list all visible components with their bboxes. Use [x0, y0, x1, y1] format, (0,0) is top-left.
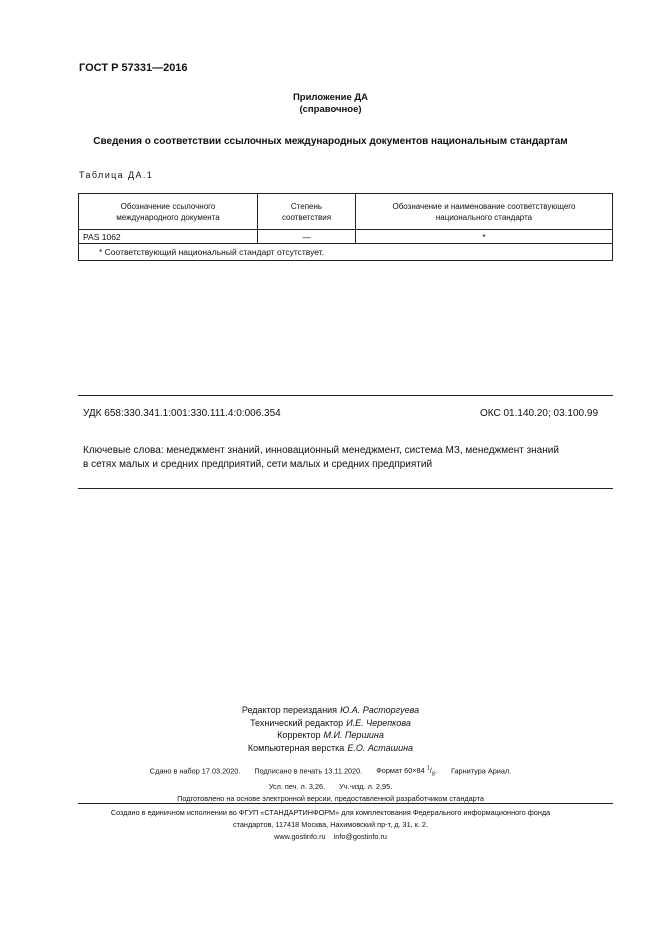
cell-compliance: —: [258, 230, 356, 244]
credit-layout: Компьютерная верстка Е.О. Асташина: [247, 742, 414, 753]
credit-tech-editor: Технический редактор И.Е. Черепкова: [250, 717, 411, 728]
divider-bottom: [78, 488, 613, 489]
cell-national-standard: *: [356, 230, 613, 244]
document-code: ГОСТ Р 57331—2016: [79, 62, 188, 74]
credit-editor: Редактор переиздания Ю.А. Расторгуева: [241, 705, 420, 715]
cell-reference-doc: PAS 1062: [79, 230, 258, 244]
publisher-footer: Создано в единичном исполнении во ФГУП «СТАНДАРТИНФОРМ» для комплектования Федерального информационного фонда стандартов, 117418 Москва, Нахимовский пр-т, д. 31, к. 2. www.gostinfo.ru info@gostinfo.ru: [110, 808, 551, 841]
table-footnote: * Соответствующий национальный стандарт отсутствует.: [79, 244, 613, 261]
appendix-subtitle: (справочное): [299, 104, 362, 115]
table-header-row: [79, 194, 613, 230]
divider-footer: [78, 803, 613, 804]
publication-info: Сдано в набор 17.03.2020. Подписано в печать 13.11.2020. Формат 60×84 $^1/_8$. Гарнитура Ариал. Усл. печ. л. 3,26. Уч.-изд. л. 2,95. Подготовлено на основе электронной версии, предоставленной разработчиком стандарта: [149, 766, 512, 803]
table-caption: Таблица ДА.1: [79, 170, 154, 180]
credit-proofreader: Корректор М.И. Першина: [277, 730, 384, 740]
section-heading: Сведения о соответствии ссылочных международных документов национальным стандартам: [93, 136, 568, 147]
oks-code: ОКС 01.140.20; 03.100.99: [480, 408, 599, 419]
credits-block: [0, 704, 661, 754]
table-footnote-row: [79, 244, 613, 261]
table-row: [79, 230, 613, 244]
email-link[interactable]: info@gostinfo.ru: [333, 832, 387, 841]
correspondence-table: [78, 193, 613, 261]
appendix-title: Приложение ДА: [292, 92, 369, 103]
column-header-compliance: Степень соответствия: [258, 194, 356, 230]
column-header-national-standard: Обозначение и наименование соответствующего национального стандарта: [356, 194, 613, 230]
column-header-reference-doc: Обозначение ссылочного международного документа: [79, 194, 258, 230]
udk-code: УДК 658:330.341.1:001:330.111.4:0:006.354: [83, 408, 281, 419]
keywords: Ключевые слова: менеджмент знаний, инновационный менеджмент, система МЗ, менеджмент знаний в сетях малых и средних предприятий, сети малых и средних предприятий: [83, 445, 559, 470]
divider-top: [78, 395, 613, 396]
website-link[interactable]: www.gostinfo.ru: [274, 832, 326, 841]
paper-format: Формат 60×84 $^1/_8$.: [376, 766, 437, 778]
